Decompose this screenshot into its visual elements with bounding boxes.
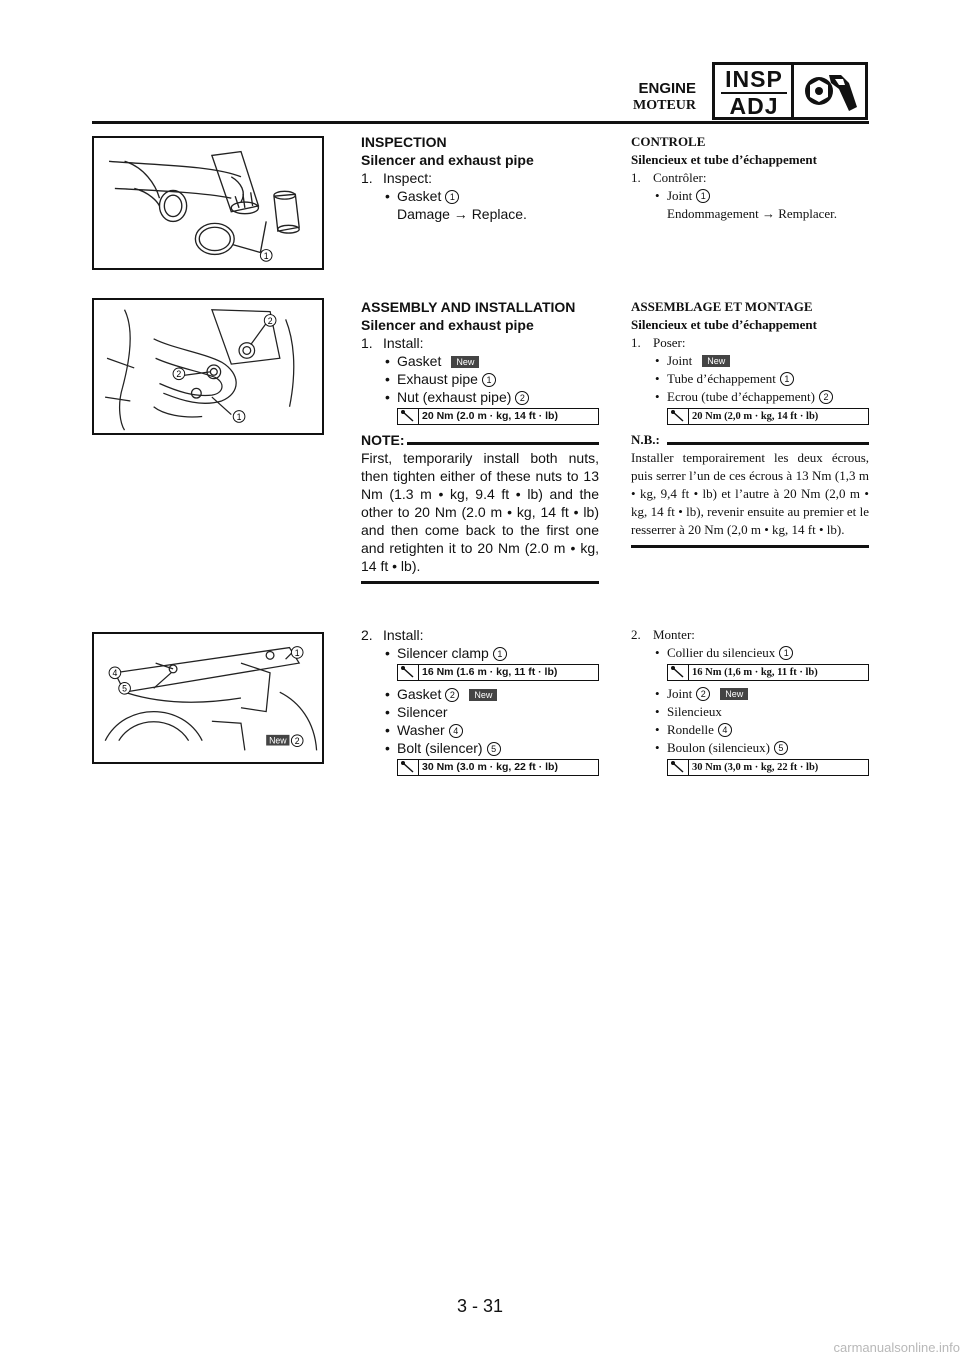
note-text: First, temporarily install both nuts, then tighten either of these nuts to 13 Nm (1.3 m • kg, 9.4 ft • lb) and the other to 20 Nm (2.0 m • kg, 14 ft • lb) and then come back to the first one and retighten it to 20 Nm (2.0 m • kg, 14 ft • lb). — [361, 450, 599, 574]
wrench-icon — [799, 67, 863, 115]
torque-spec: 16 Nm (1.6 m · kg, 11 ft · lb) — [397, 664, 599, 681]
item-joint: Joint — [667, 353, 693, 368]
item-note: Endommagement → Remplacer. — [667, 206, 838, 221]
ref-number: 1 — [482, 373, 496, 387]
item-rondelle: Rondelle — [667, 722, 714, 737]
note-end-rule — [631, 545, 869, 548]
subheading-silencieux: Silencieux et tube d’échappement — [631, 152, 817, 167]
ref-number: 2 — [445, 688, 459, 702]
callout-4-washer: 4 — [112, 668, 118, 679]
item-silencer: Silencer — [397, 704, 448, 720]
note-end-rule — [361, 581, 599, 584]
callout-2-gasket: 2 — [294, 736, 300, 747]
note-text: Installer temporairement les deux écrous, puis serrer l’un de ces écrous à 13 Nm (1,3 m • kg, 9,4 ft • lb) et l’autre à 20 Nm (2,0 m • kg, 14 ft • lb), revenir ensuite au premier et le resserrer à 20 Nm (2,0 m • kg, 14 ft • lb). — [631, 450, 869, 537]
callout-1-clamp: 1 — [294, 647, 300, 658]
torque-wrench-icon — [398, 409, 419, 424]
step-number: 1. — [631, 335, 641, 350]
torque-wrench-icon — [398, 665, 419, 680]
torque-spec: 20 Nm (2.0 m · kg, 14 ft · lb) — [397, 408, 599, 425]
step-number: 1. — [361, 170, 373, 186]
ref-number: 1 — [779, 646, 793, 660]
callout-2-nut: 2 — [176, 369, 182, 380]
step-text: Install: — [383, 335, 424, 351]
torque-wrench-icon — [668, 665, 689, 680]
ref-number: 1 — [493, 647, 507, 661]
callout-1-pipe: 1 — [236, 411, 242, 422]
callout-1: 1 — [263, 250, 269, 261]
step-text: Poser: — [653, 335, 686, 350]
badge-insp-label: INSP — [725, 66, 783, 92]
subheading-silencer: Silencer and exhaust pipe — [361, 152, 534, 168]
torque-spec: 30 Nm (3,0 m · kg, 22 ft · lb) — [667, 759, 869, 776]
note-label: NOTE: — [361, 432, 405, 448]
ref-number: 1 — [445, 190, 459, 204]
figure-silencer-install — [92, 632, 324, 764]
step-text: Inspect: — [383, 170, 433, 186]
silencer-text-fr: 2. Monter: • Collier du silencieux 1 16 Nm (1,6 m · kg, 11 ft · lb) • Joint 2 New • Silencieux • Rondelle 4 • Boulon (silencieux) 5 30 Nm (3,0 m · kg, 22 ft · lb) — [631, 626, 869, 780]
step-text: Monter: — [653, 627, 695, 642]
heading-controle: CONTROLE — [631, 134, 706, 149]
section-title-en: ENGINE — [638, 80, 696, 97]
step-text: Contrôler: — [653, 170, 707, 185]
ref-number: 1 — [780, 372, 794, 386]
torque-wrench-icon — [668, 760, 689, 775]
item-gasket: Gasket — [397, 686, 442, 702]
new-badge: New — [720, 688, 748, 700]
step-number: 1. — [361, 335, 373, 351]
section-title-fr: MOTEUR — [633, 98, 696, 113]
note-label: N.B.: — [631, 432, 660, 447]
item-gasket: Gasket — [397, 188, 442, 204]
new-badge: New — [469, 689, 497, 701]
subheading-silencer: Silencer and exhaust pipe — [361, 317, 534, 333]
item-exhaust-pipe: Exhaust pipe — [397, 371, 478, 387]
item-tube: Tube d’échappement — [667, 371, 776, 386]
step-number: 2. — [361, 627, 373, 643]
ref-number: 2 — [819, 390, 833, 404]
ref-number: 5 — [487, 742, 501, 756]
torque-spec: 30 Nm (3.0 m · kg, 22 ft · lb) — [397, 759, 599, 776]
item-gasket: Gasket — [397, 353, 442, 369]
badge-vertical-divider — [791, 65, 794, 117]
heading-assemblage: ASSEMBLAGE ET MONTAGE — [631, 299, 813, 314]
figure-exhaust-pipe-install — [92, 298, 324, 435]
figure-gasket-inspection — [92, 136, 324, 270]
ref-number: 4 — [449, 724, 463, 738]
heading-assembly: ASSEMBLY AND INSTALLATION — [361, 299, 576, 315]
inspection-text-fr: CONTROLE Silencieux et tube d’échappement 1. Contrôler: • Joint 1 Endommagement → Remplacer. — [631, 133, 869, 223]
item-note: Damage → Replace. — [397, 206, 527, 222]
assembly-text-fr: ASSEMBLAGE ET MONTAGE Silencieux et tube d’échappement 1. Poser: • Joint New • Tube d’échappement 1 • Ecrou (tube d’échappement) 2 20 Nm (2,0 m · kg, 14 ft · lb) N.B.: Installer temporairement les deux écrous, puis serrer l’un de ces écrous à 13 Nm (1,3 m • kg, 9,4 ft • lb) et l’autre à 20 Nm (2,0 m • kg, 14 ft • lb), revenir ensuite au premier et le resserrer à 20 Nm (2,0 m • kg, 14 ft • lb). — [631, 298, 869, 548]
item-ecrou: Ecrou (tube d’échappement) — [667, 389, 815, 404]
torque-spec: 16 Nm (1,6 m · kg, 11 ft · lb) — [667, 664, 869, 681]
ref-number: 1 — [696, 189, 710, 203]
torque-spec: 20 Nm (2,0 m · kg, 14 ft · lb) — [667, 408, 869, 425]
item-silencieux: Silencieux — [667, 704, 722, 719]
inspection-text-en: INSPECTION Silencer and exhaust pipe 1. Inspect: • Gasket 1 Damage → Replace. — [361, 133, 599, 223]
ref-number: 2 — [696, 687, 710, 701]
badge-adj-label: ADJ — [729, 93, 779, 119]
watermark-text: carmanualsonline.info — [833, 1340, 960, 1355]
heading-inspection: INSPECTION — [361, 134, 447, 150]
ref-number: 5 — [774, 741, 788, 755]
callout-2-nut: 2 — [267, 315, 273, 326]
ref-number: 4 — [718, 723, 732, 737]
new-badge: New — [702, 355, 730, 367]
silencer-text-en: 2. Install: • Silencer clamp 1 16 Nm (1.6 m · kg, 11 ft · lb) • Gasket 2 New • Silencer • Washer 4 • Bolt (silencer) 5 30 Nm (3.0 m · kg, 22 ft · lb) — [361, 626, 599, 780]
subheading-silencieux: Silencieux et tube d’échappement — [631, 317, 817, 332]
item-bolt: Bolt (silencer) — [397, 740, 483, 756]
item-washer: Washer — [397, 722, 445, 738]
page-number: 3 - 31 — [456, 1296, 504, 1316]
item-joint: Joint — [667, 188, 693, 203]
callout-5-bolt: 5 — [122, 683, 128, 694]
header-rule — [92, 121, 869, 124]
item-nut: Nut (exhaust pipe) — [397, 389, 512, 405]
new-badge: New — [451, 356, 479, 368]
torque-wrench-icon — [398, 760, 419, 775]
assembly-text-en: ASSEMBLY AND INSTALLATION Silencer and exhaust pipe 1. Install: • Gasket New • Exhaust pipe 1 • Nut (exhaust pipe) 2 20 Nm (2.0 m · kg, 14 ft · lb) NOTE: First, temporarily install both nuts, then tighten either of these nuts to 13 Nm (1.3 m • kg, 9.4 ft • lb) and the other to 20 Nm (2.0 m • kg, 14 ft • lb) and then come back to the first one and retighten it to 20 Nm (2.0 m • kg, 14 ft • lb). — [361, 298, 599, 584]
item-collier: Collier du silencieux — [667, 645, 776, 660]
torque-wrench-icon — [668, 409, 689, 424]
item-boulon: Boulon (silencieux) — [667, 740, 770, 755]
ref-number: 2 — [515, 391, 529, 405]
item-silencer-clamp: Silencer clamp — [397, 645, 489, 661]
new-badge: New — [269, 735, 287, 746]
item-joint: Joint — [667, 686, 693, 701]
step-text: Install: — [383, 627, 424, 643]
insp-adj-badge — [712, 62, 868, 120]
step-number: 2. — [631, 627, 641, 642]
step-number: 1. — [631, 170, 641, 185]
